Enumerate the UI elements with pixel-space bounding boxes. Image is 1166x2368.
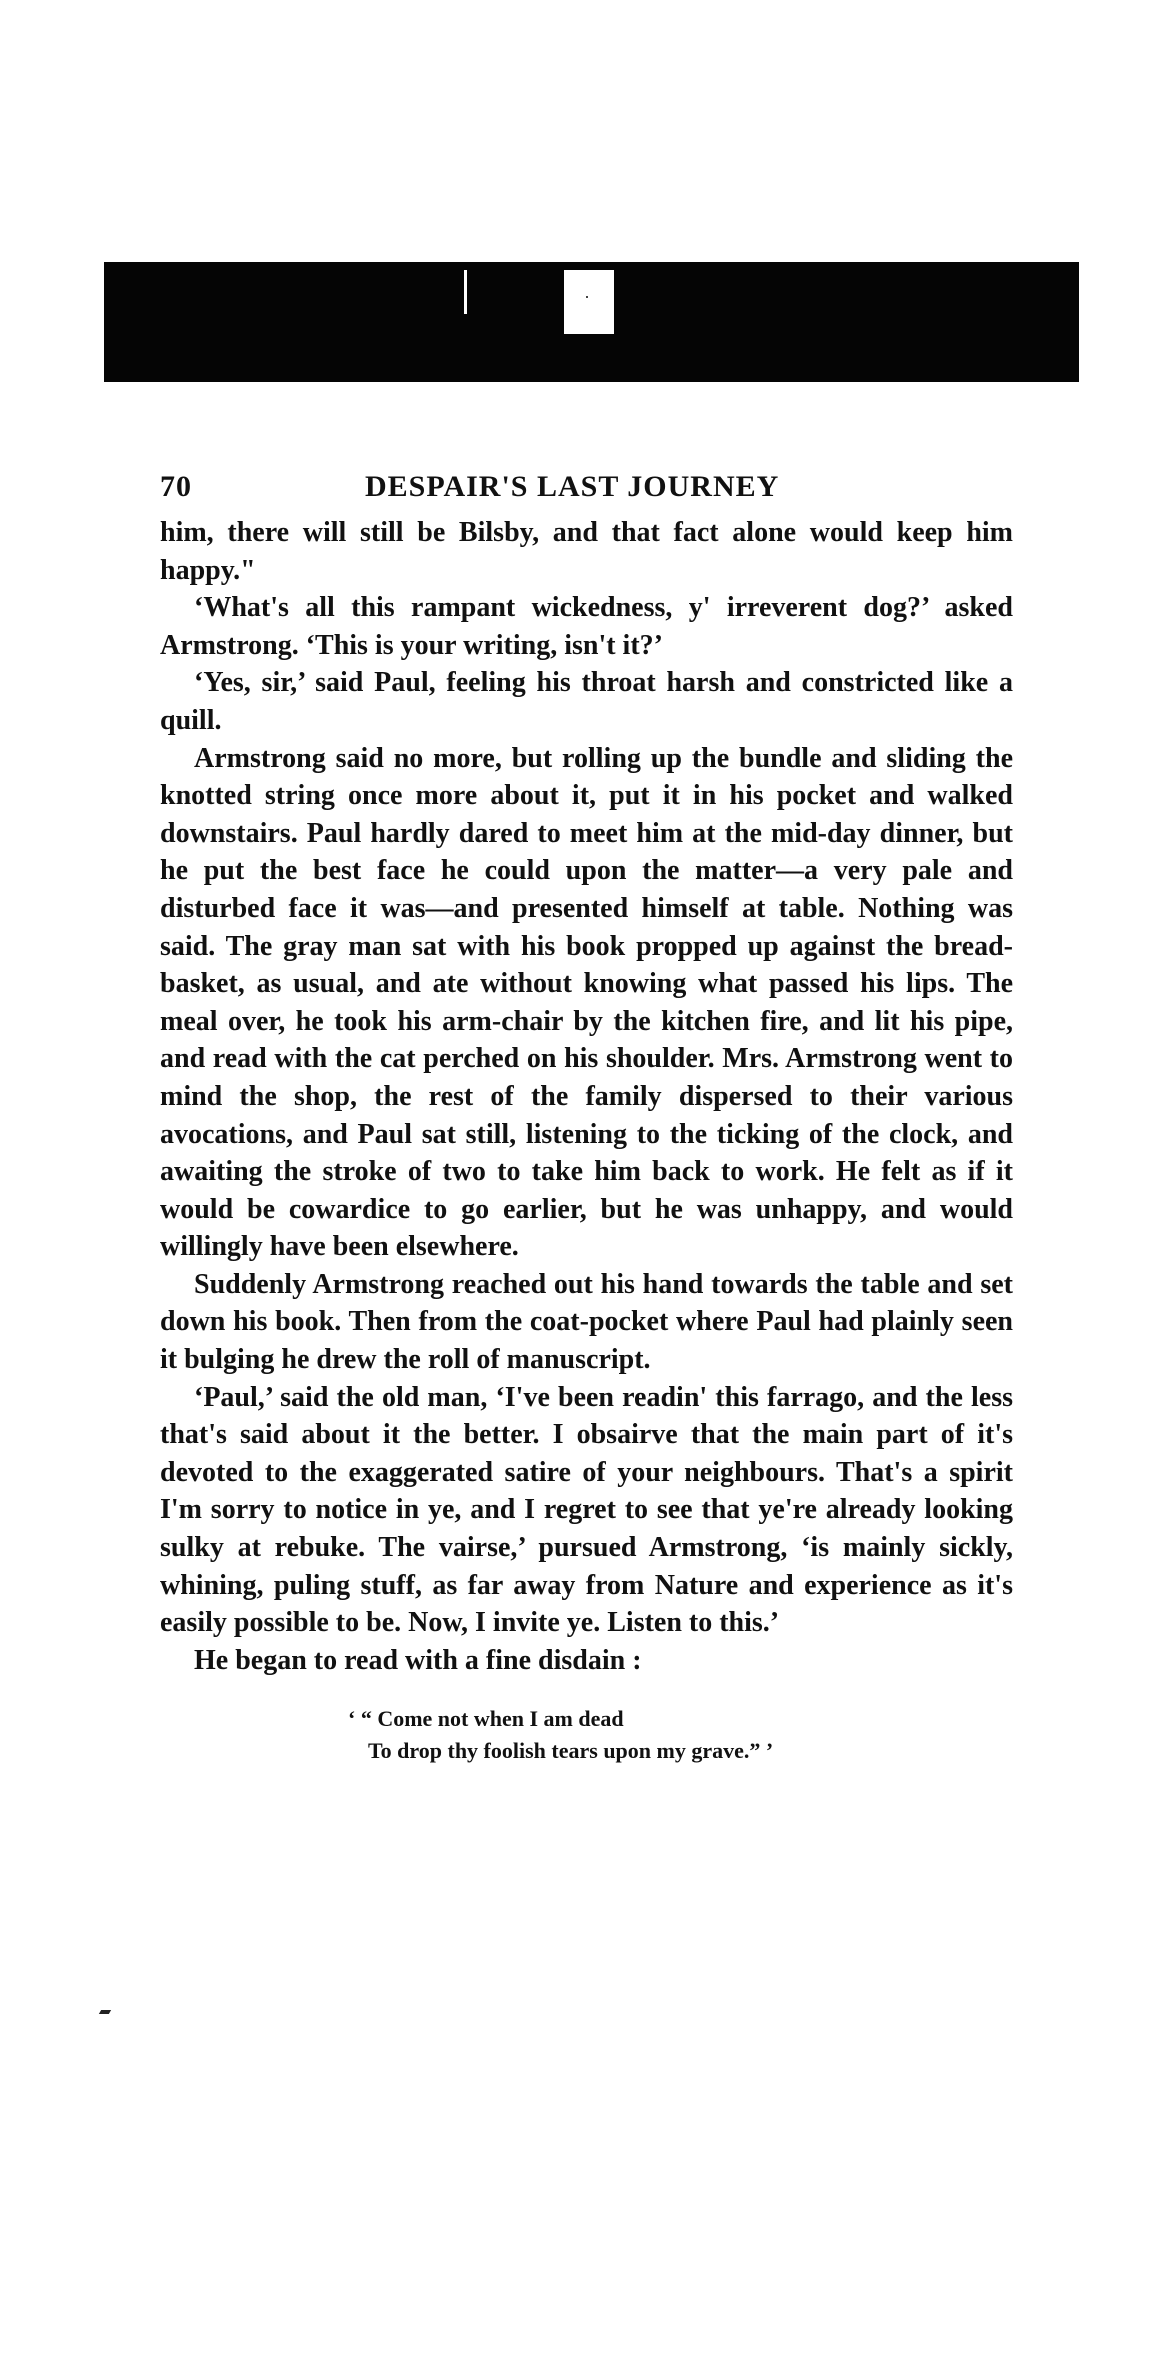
scan-white-patch — [564, 270, 614, 334]
body-text — [160, 514, 1013, 1679]
page-number: 70 — [160, 470, 192, 503]
scan-black-band — [104, 262, 1079, 382]
paragraph-continuation: him, there will still be Bilsby, and that fact alone would keep him happy." — [160, 517, 1013, 586]
verse-quote — [348, 1703, 1013, 1767]
paragraph: ‘Paul,’ said the old man, ‘I've been readin' this farrago, and the less that's said about it the better. I obsairve that the main part of it's devoted to the exaggerated satire of your neighbours. That's a spirit I'm sorry to notice in ye, and I regret to see that ye're already looking sulky at rebuke. The vairse,’ pursued Armstrong, ‘is mainly sickly, whining, puling stuff, as far away from Nature and experience as it's easily possible to be. Now, I invite ye. Listen to this.’ — [160, 1381, 1013, 1639]
margin-mark — [99, 2010, 111, 2014]
scan-notch-mark — [464, 270, 467, 314]
running-title: DESPAIR'S LAST JOURNEY — [365, 470, 780, 503]
paragraph: ‘Yes, sir,’ said Paul, feeling his throat harsh and constricted like a quill. — [160, 667, 1013, 736]
paragraph: Armstrong said no more, but rolling up the bundle and sliding the knotted string once more about it, put it in his pocket and walked downstairs. Paul hardly dared to meet him at the mid-day dinner, but he put the best face he could upon the matter—a very pale and disturbed face it was—and presented himself at table. Nothing was said. The gray man sat with his book propped up against the bread-basket, as usual, and ate without knowing what passed his lips. The meal over, he took his arm-chair by the kitchen fire, and lit his pipe, and read with the cat perched on his shoulder. Mrs. Armstrong went to mind the shop, the rest of the family dispersed to their various avocations, and Paul sat still, listening to the ticking of the clock, and awaiting the stroke of two to take him back to work. He felt as if it would be cowardice to go earlier, but he was unhappy, and would willingly have been elsewhere. — [160, 742, 1013, 1263]
book-page — [160, 470, 1013, 1767]
paragraph: Suddenly Armstrong reached out his hand towards the table and set down his book. Then from the coat-pocket where Paul had plainly seen it bulging he drew the roll of manuscript. — [160, 1268, 1013, 1376]
paragraph: He began to read with a fine disdain : — [194, 1644, 642, 1676]
paragraph: ‘What's all this rampant wickedness, y' irreverent dog?’ asked Armstrong. ‘This is your writing, isn't it?’ — [160, 592, 1013, 661]
running-head — [160, 470, 1013, 514]
verse-line: To drop thy foolish tears upon my grave.” ’ — [368, 1738, 774, 1764]
verse-line: ‘ “ Come not when I am dead — [348, 1706, 624, 1732]
